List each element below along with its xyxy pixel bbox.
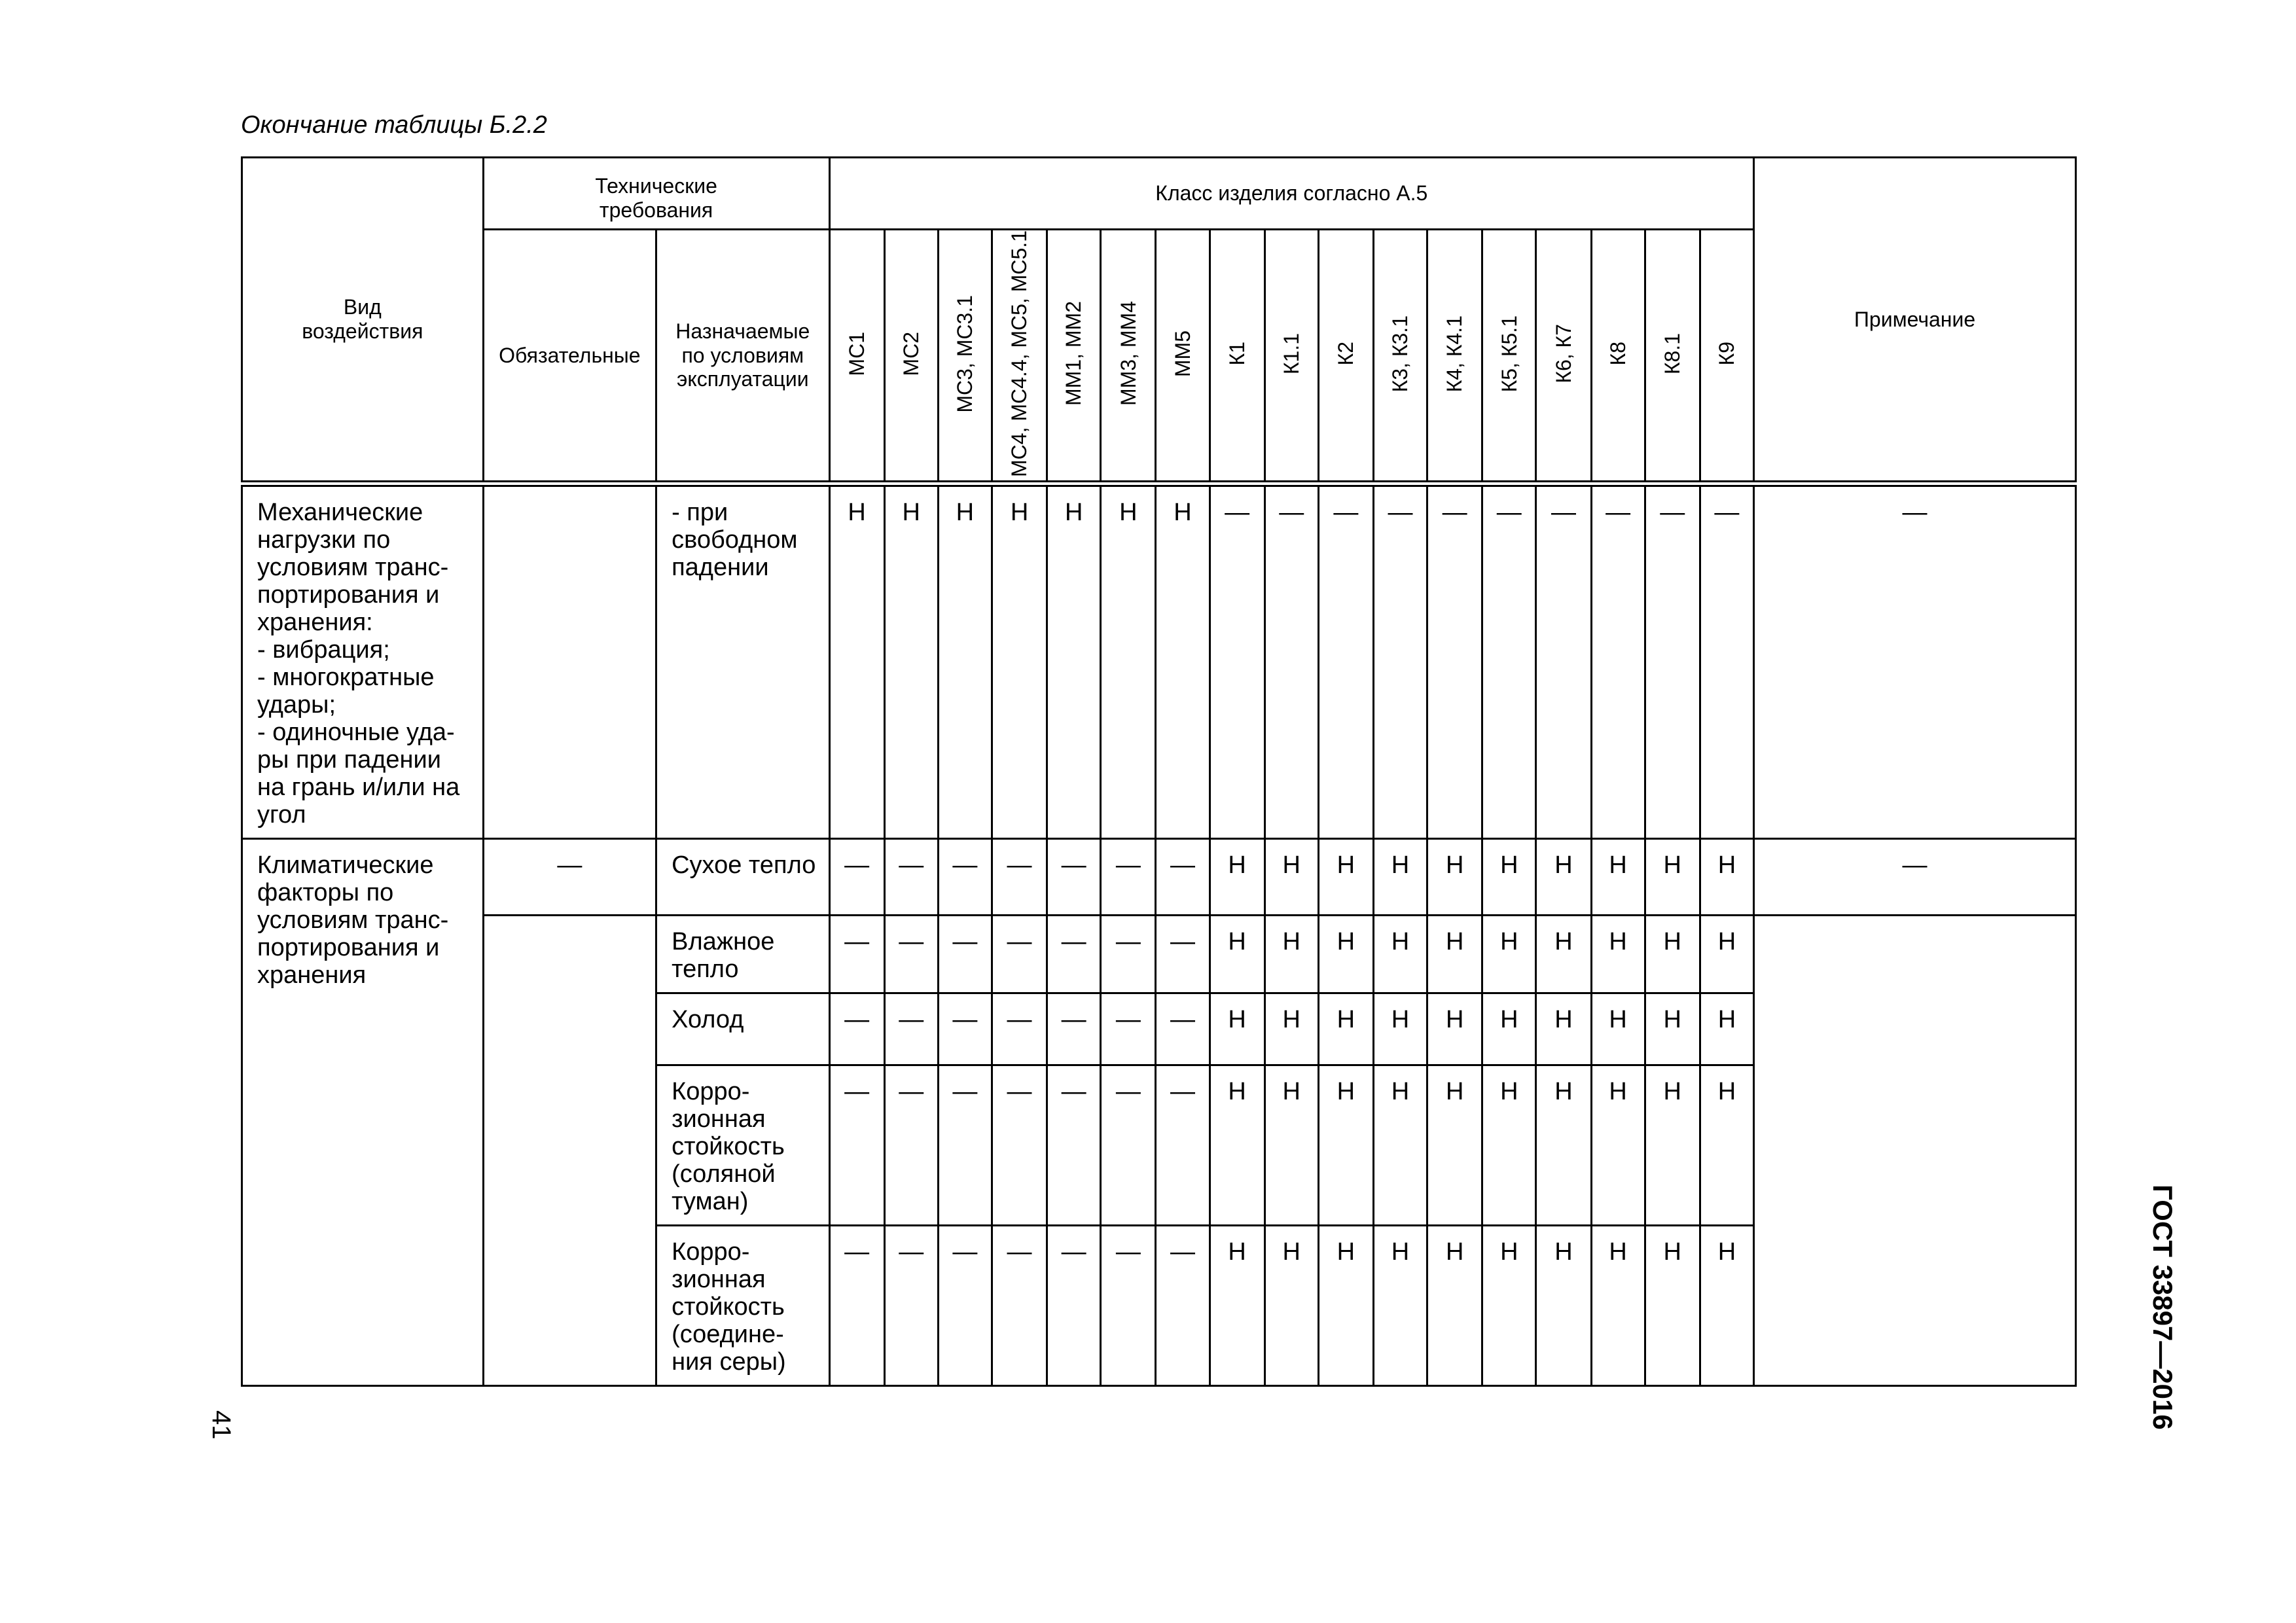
header-class-col: [1210, 230, 1265, 484]
cell-class-value: —: [1210, 484, 1265, 839]
cell-class-value: Н: [1047, 484, 1101, 839]
cell-class-value: —: [884, 915, 938, 993]
cell-class-value: Н: [1373, 1225, 1427, 1385]
header-class-col: [1700, 230, 1753, 484]
cell-assigned: Холод: [656, 993, 829, 1065]
cell-class-value: Н: [1318, 1065, 1373, 1225]
cell-class-value: —: [992, 915, 1047, 993]
table-row: [242, 915, 2076, 993]
header-assigned-label: Назначаемые по условиям эксплуатации: [675, 319, 810, 391]
cell-class-value: Н: [1482, 1225, 1536, 1385]
cell-class-value: —: [884, 1065, 938, 1225]
cell-class-value: Н: [1482, 838, 1536, 915]
header-vid: [242, 158, 484, 484]
header-class-label: Класс изделия согласно А.5: [1155, 181, 1428, 205]
cell-class-value: Н: [1591, 915, 1645, 993]
cell-class-value: Н: [1427, 1225, 1482, 1385]
cell-class-value: Н: [1156, 484, 1210, 839]
cell-assigned: Корро-зионная стойкость (соляной туман): [656, 1065, 829, 1225]
cell-assigned: - при свободном падении: [656, 484, 829, 839]
document-designation: ГОСТ 33897—2016: [2147, 1185, 2178, 1430]
cell-class-value: Н: [1645, 915, 1700, 993]
cell-class-value: Н: [1700, 915, 1753, 993]
cell-class-value: Н: [1591, 1065, 1645, 1225]
cell-class-value: Н: [1427, 838, 1482, 915]
cell-class-value: —: [1482, 484, 1536, 839]
cell-class-value: Н: [1645, 1065, 1700, 1225]
cell-class-value: —: [1645, 484, 1700, 839]
vid-text: Механические нагрузки по условиям транс-портирования и хранения: - вибрация; - многократные удары; - одиночные уда-ры при падении на грань и/или на угол: [257, 498, 460, 829]
cell-class-value: —: [1156, 838, 1210, 915]
cell-class-value: —: [1700, 484, 1753, 839]
header-class-col: [1047, 230, 1101, 484]
cell-class-value: Н: [1536, 1225, 1591, 1385]
cell-class-value: —: [884, 993, 938, 1065]
cell-class-value: Н: [1318, 838, 1373, 915]
header-mandatory: [483, 230, 656, 484]
cell-class-value: —: [1265, 484, 1318, 839]
cell-class-value: —: [992, 838, 1047, 915]
cell-class-value: —: [829, 1065, 884, 1225]
header-class-col: [1373, 230, 1427, 484]
header-class-col: [1645, 230, 1700, 484]
class-col-label: МС3, МС3.1: [953, 294, 977, 413]
header-class-col: [884, 230, 938, 484]
page-number: 41: [207, 1410, 236, 1440]
cell-class-value: Н: [1318, 915, 1373, 993]
cell-class-value: —: [884, 838, 938, 915]
cell-obligatory: —: [483, 838, 656, 915]
class-col-label: МС4, МС4.4, МС5, МС5.1: [1007, 230, 1031, 477]
class-col-label: МС2: [899, 331, 923, 376]
header-class-col: [1101, 230, 1156, 484]
header-note: [1754, 158, 2076, 484]
class-col-label: К6, К7: [1551, 324, 1575, 383]
cell-class-value: Н: [1482, 993, 1536, 1065]
cell-class-value: Н: [992, 484, 1047, 839]
cell-class-value: —: [829, 1225, 884, 1385]
cell-class-value: Н: [1373, 993, 1427, 1065]
cell-class-value: Н: [1536, 993, 1591, 1065]
cell-class-value: —: [829, 838, 884, 915]
cell-class-value: —: [1101, 838, 1156, 915]
header-class-col: [992, 230, 1047, 484]
cell-class-value: —: [1156, 1065, 1210, 1225]
cell-obligatory: [483, 484, 656, 839]
cell-class-value: Н: [1591, 993, 1645, 1065]
cell-assigned: Влажное тепло: [656, 915, 829, 993]
class-col-label: К8.1: [1660, 332, 1684, 375]
cell-class-value: —: [829, 993, 884, 1065]
cell-class-value: Н: [1265, 1065, 1318, 1225]
cell-class-value: Н: [829, 484, 884, 839]
cell-class-value: Н: [1101, 484, 1156, 839]
cell-class-value: Н: [1210, 1225, 1265, 1385]
table-row: [242, 484, 2076, 839]
cell-class-value: Н: [1700, 1225, 1753, 1385]
cell-note: —: [1754, 838, 2076, 915]
cell-class-value: —: [1101, 915, 1156, 993]
cell-class-value: Н: [1536, 1065, 1591, 1225]
cell-class-value: Н: [1482, 1065, 1536, 1225]
table-row: [242, 838, 2076, 915]
cell-obligatory: [483, 915, 656, 1385]
cell-class-value: —: [1047, 838, 1101, 915]
header-vid-label: Вид воздействия: [302, 295, 423, 343]
class-col-label: К3, К3.1: [1388, 315, 1412, 393]
class-col-label: ММ3, ММ4: [1116, 301, 1140, 406]
header-tech-req-label: Технические требования: [595, 174, 717, 222]
cell-note: —: [1754, 484, 2076, 839]
header-tech-req: [483, 158, 829, 230]
header-class-col: [1156, 230, 1210, 484]
table-caption: Окончание таблицы Б.2.2: [241, 111, 547, 139]
header-class-col: [1536, 230, 1591, 484]
cell-class-value: —: [992, 993, 1047, 1065]
cell-class-value: —: [1373, 484, 1427, 839]
cell-class-value: Н: [1373, 915, 1427, 993]
cell-class-value: —: [1156, 1225, 1210, 1385]
class-col-label: К2: [1334, 342, 1358, 366]
cell-class-value: Н: [1318, 1225, 1373, 1385]
cell-class-value: Н: [1482, 915, 1536, 993]
cell-class-value: Н: [1645, 993, 1700, 1065]
cell-vid: [242, 838, 484, 1385]
cell-class-value: —: [1156, 993, 1210, 1065]
cell-assigned: Сухое тепло: [656, 838, 829, 915]
header-class-col: [938, 230, 992, 484]
cell-class-value: Н: [1265, 993, 1318, 1065]
class-col-label: К9: [1715, 342, 1739, 366]
cell-class-value: —: [1047, 915, 1101, 993]
cell-class-value: —: [1101, 1065, 1156, 1225]
cell-class-value: Н: [1645, 838, 1700, 915]
cell-class-value: —: [938, 1065, 992, 1225]
cell-class-value: Н: [1427, 993, 1482, 1065]
class-col-label: К5, К5.1: [1497, 315, 1521, 393]
cell-class-value: Н: [1645, 1225, 1700, 1385]
cell-assigned: Корро-зионная стойкость (соедине-ния серы): [656, 1225, 829, 1385]
cell-class-value: —: [1318, 484, 1373, 839]
class-col-label: К4, К4.1: [1443, 315, 1467, 393]
cell-class-value: —: [992, 1225, 1047, 1385]
cell-class-value: Н: [1700, 993, 1753, 1065]
header-note-label: Примечание: [1854, 307, 1976, 331]
class-col-label: МС1: [844, 331, 869, 376]
cell-class-value: —: [938, 838, 992, 915]
header-class: [829, 158, 1754, 230]
cell-class-value: Н: [1318, 993, 1373, 1065]
cell-class-value: Н: [1700, 838, 1753, 915]
cell-class-value: Н: [884, 484, 938, 839]
cell-class-value: —: [1427, 484, 1482, 839]
cell-class-value: Н: [938, 484, 992, 839]
cell-class-value: —: [1047, 993, 1101, 1065]
cell-class-value: —: [829, 915, 884, 993]
cell-class-value: Н: [1591, 838, 1645, 915]
data-table: [241, 156, 2077, 1387]
cell-class-value: Н: [1265, 915, 1318, 993]
class-col-label: К8: [1605, 342, 1630, 366]
cell-class-value: —: [1591, 484, 1645, 839]
class-col-label: К1.1: [1279, 332, 1303, 375]
cell-class-value: Н: [1210, 838, 1265, 915]
cell-note: [1754, 915, 2076, 1385]
cell-class-value: Н: [1373, 838, 1427, 915]
cell-class-value: Н: [1210, 1065, 1265, 1225]
cell-class-value: Н: [1536, 915, 1591, 993]
cell-class-value: —: [938, 915, 992, 993]
cell-class-value: Н: [1373, 1065, 1427, 1225]
header-class-col: [1482, 230, 1536, 484]
class-col-label: ММ1, ММ2: [1062, 301, 1086, 406]
header-class-col: [1427, 230, 1482, 484]
header-class-col: [1318, 230, 1373, 484]
cell-class-value: Н: [1210, 993, 1265, 1065]
cell-class-value: Н: [1427, 1065, 1482, 1225]
cell-class-value: Н: [1427, 915, 1482, 993]
vid-text: Климатические факторы по условиям транс-портирования и хранения: [257, 851, 449, 989]
cell-class-value: Н: [1265, 838, 1318, 915]
class-col-label: ММ5: [1170, 330, 1194, 378]
cell-vid: [242, 484, 484, 839]
cell-class-value: Н: [1210, 915, 1265, 993]
cell-class-value: Н: [1700, 1065, 1753, 1225]
header-class-col: [829, 230, 884, 484]
header-mandatory-label: Обязательные: [499, 343, 641, 367]
cell-class-value: —: [938, 993, 992, 1065]
cell-class-value: —: [938, 1225, 992, 1385]
cell-class-value: Н: [1591, 1225, 1645, 1385]
cell-class-value: —: [1101, 1225, 1156, 1385]
cell-class-value: —: [1047, 1065, 1101, 1225]
cell-class-value: —: [1101, 993, 1156, 1065]
header-class-col: [1591, 230, 1645, 484]
cell-class-value: —: [1047, 1225, 1101, 1385]
class-col-label: К1: [1225, 342, 1249, 366]
header-assigned: [656, 230, 829, 484]
cell-class-value: Н: [1536, 838, 1591, 915]
cell-class-value: —: [1156, 915, 1210, 993]
cell-class-value: —: [884, 1225, 938, 1385]
cell-class-value: —: [992, 1065, 1047, 1225]
header-class-col: [1265, 230, 1318, 484]
cell-class-value: —: [1536, 484, 1591, 839]
cell-class-value: Н: [1265, 1225, 1318, 1385]
